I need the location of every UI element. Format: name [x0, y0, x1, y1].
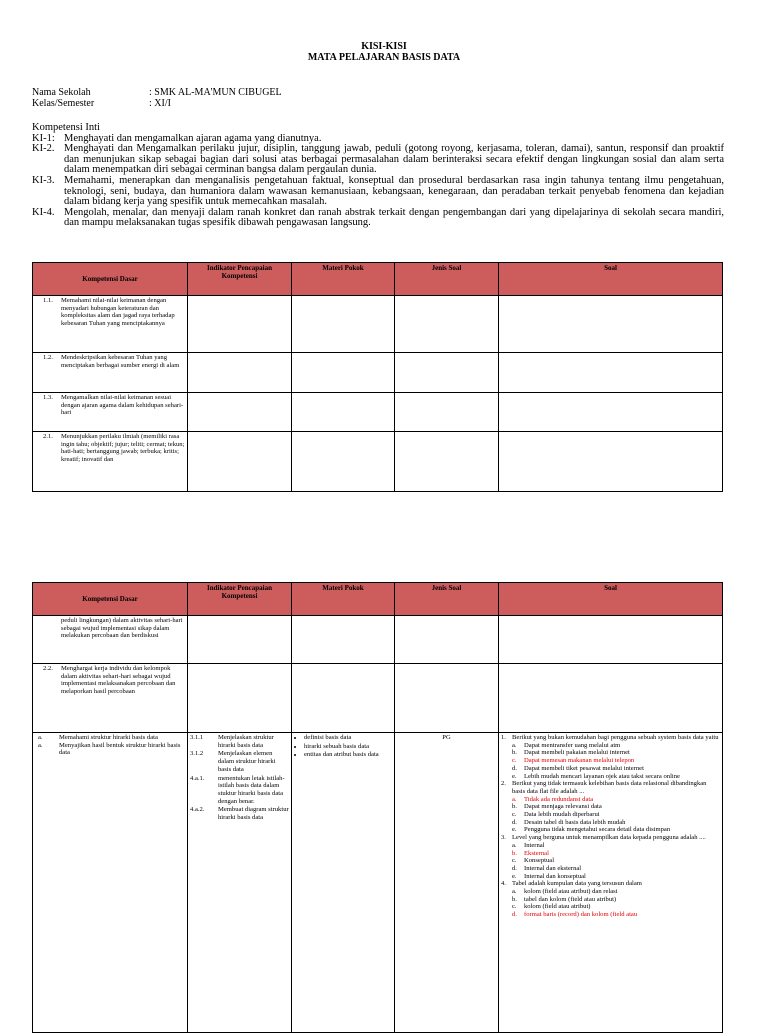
school-row	[32, 87, 282, 98]
option-item: c. kolom (field atau atribut)	[512, 903, 591, 911]
grid-table-1	[32, 262, 723, 492]
table-row: 1.3. Mengamalkan nilai-nilai keimanan sesuai dengan ajaran agama dalam kehidupan sehari-hari	[33, 393, 723, 432]
question-type: PG	[442, 734, 451, 741]
header-jenis-soal: Jenis Soal	[395, 583, 499, 616]
header-indikator: Indikator Pencapaian Kompetensi	[188, 263, 292, 296]
option-item: e. Internal dan konseptual	[512, 872, 586, 880]
class-label: Kelas/Semester	[32, 98, 95, 109]
table-header-row	[33, 263, 723, 296]
answer-option: d. format baris (record) dan kolom (field atau	[512, 911, 638, 919]
option-item: a. Dapat mentransfer uang melalui atm	[512, 741, 621, 749]
answer-option: a. Tidak ada redundansi data	[512, 795, 594, 803]
table-row: peduli lingkungan) dalam aktivitas sehari-hari sebagai wujud implementasi sikap dalam melakukan percobaan dan berdiskusi	[33, 616, 723, 664]
option-item: b. tabel dan kolom (field atau atribut)	[512, 895, 617, 903]
table-row: 2.1. Menunjukkan perilaku ilmiah (memiliki rasa ingin tahu; objektif; jujur; teliti; cermat; tekun; hati-hati; bertanggung jawab; terbuka; kritis; kreatif; inovatif dan	[33, 432, 723, 492]
question-item: 2. Berikut yang tidak termasuk kelebihan basis data relasional dibandingkan basis data flat file adalah ...	[501, 780, 707, 795]
grid-table-2	[32, 582, 723, 1033]
document-title: KISI-KISI	[361, 41, 407, 52]
option-item: a. Internal	[512, 841, 545, 849]
materi-item: • definisi basis data	[304, 734, 392, 742]
table-row	[33, 733, 723, 1033]
question-item: 3. Level yang berguna untuk menampilkan data kepada pengguna adalah ....	[501, 834, 706, 842]
option-item: d. Dapat membeli tiket pesawat melalui internet	[512, 764, 644, 772]
option-item: a. kolom (field atau atribut) dan relasi	[512, 888, 618, 896]
header-indikator: Indikator Pencapaian Kompetensi	[188, 583, 292, 616]
option-item: b. Dapat membeli pakaian melalui internet	[512, 749, 630, 757]
question-item: 4. Tabel adalah kumpulan data yang tersusun dalam	[501, 880, 642, 888]
indicator-item: 4.a.1. menentukan letak istilah-istilah basis data dalam stuktur hirarki basis data dengan benar.	[190, 774, 285, 805]
option-item: d. Internal dan eksternal	[512, 864, 582, 872]
option-item: d. Desain tabel di basis data lebih mudah	[512, 818, 626, 826]
core-competencies	[32, 123, 724, 229]
ki-item: KI-2. Menghayati dan Mengamalkan perilaku jujur, disiplin, tanggung jawab, peduli (gotong royong, kerjasama, toleran, damai), santun, responsif dan proaktif dan menunjukan sikap sebagai bagian dari solusi atas berbagai permasalahan dalam berinteraksi secara efektif dengan lingkungan sosial dan alam serta dalam menempatkan diri sebagai cerminan bangsa dalam pergaulan dunia.	[32, 143, 724, 176]
header-soal: Soal	[499, 263, 723, 296]
answer-option: c. Dapat memesan makanan melalui telepon	[512, 757, 635, 765]
ki-item: KI-4. Mengolah, menalar, dan menyaji dalam ranah konkret dan ranah abstrak terkait dengan pengembangan dari yang dipelajarinya di sekolah secara mandiri, dan mampu melaksanakan tugas spesifik dibawah pengawasan langsung.	[32, 206, 724, 229]
answer-option: b. Eksternal	[512, 849, 549, 857]
ki-heading: Kompetensi Inti	[32, 122, 100, 133]
materi-item: • entitas dan atribut basis data	[304, 751, 392, 759]
header-kompetensi-dasar: Kompetensi Dasar	[33, 263, 188, 296]
question-item: 1. Berikut yang bukan kemudahan bagi pengguna sebuah system basis data yaitu	[501, 734, 719, 741]
header-kompetensi-dasar: Kompetensi Dasar	[33, 583, 188, 616]
school-label: Nama Sekolah	[32, 87, 91, 98]
indicator-item: 3.1.1 Menjelaskan struktur hirarki basis data	[190, 734, 274, 749]
materi-item: • hirarki sebuah basis data	[304, 743, 392, 751]
option-item: e. Pengguna tidak mengetahui secara detail data disimpan	[512, 826, 671, 834]
document-subtitle: MATA PELAJARAN BASIS DATA	[307, 52, 461, 63]
class-row	[32, 98, 171, 109]
header-materi-pokok: Materi Pokok	[292, 583, 395, 616]
materi-list	[294, 734, 392, 759]
ki-item: KI-1: Menghayati dan mengamalkan ajaran agama yang dianutnya.	[32, 132, 322, 144]
indicator-item: 4.a.2. Membuat diagram struktur hirarki basis data	[190, 806, 289, 822]
kd-item: a. Memahami struktur hirarki basis data	[38, 734, 158, 741]
class-value: : XI/I	[149, 98, 171, 109]
indicator-item: 3.1.2 Menjelaskan elemen dalam struktur hirarki basis data	[190, 750, 276, 773]
option-item: c. Data lebih mudah diperbarui	[512, 811, 600, 819]
table-row: 2.2. Menghargai kerja individu dan kelompok dalam aktivitas sehari-hari sebagai wujud implementasi melaksanakan percobaan dan melaporkan hasil percobaan	[33, 664, 723, 733]
questions-cell	[499, 733, 723, 1033]
header-materi-pokok: Materi Pokok	[292, 263, 395, 296]
option-item: c. Konseptual	[512, 857, 555, 865]
header-jenis-soal: Jenis Soal	[395, 263, 499, 296]
ki-item: KI-3. Memahami, menerapkan dan menganalisis pengetahuan faktual, konseptual dan prosedural berdasarkan rasa ingin tahunya tentang ilmu pengetahuan, teknologi, seni, budaya, dan humaniora dalam wawasan kemanusiaan, kebangsaan, kenegaraan, dan peradaban terkait penyebab fenomena dan kejadian dalam bidang kerja yang spesifik untuk memecahkan masalah.	[32, 174, 724, 208]
table-row: 1.1. Memahami nilai-nilai keimanan dengan menyadari hubungan keteraturan dan kompleksitas alam dan jagad raya terhadap kebesaran Tuhan yang menciptakannya	[33, 296, 723, 353]
school-value: : SMK AL-MA'MUN CIBUGEL	[149, 87, 282, 98]
header-soal: Soal	[499, 583, 723, 616]
kd-item: a. Menyajikan hasil bentuk struktur hirarki basis data	[38, 741, 181, 757]
option-item: b. Dapat menjaga relevansi data	[512, 803, 602, 811]
option-item: e. Lebih mudah mencari layanan ojek atau taksi secara online	[512, 772, 680, 780]
table-row: 1.2. Mendeskripsikan kebesaran Tuhan yang menciptakan berbagai sumber energi di alam	[33, 353, 723, 393]
table-header-row	[33, 583, 723, 616]
